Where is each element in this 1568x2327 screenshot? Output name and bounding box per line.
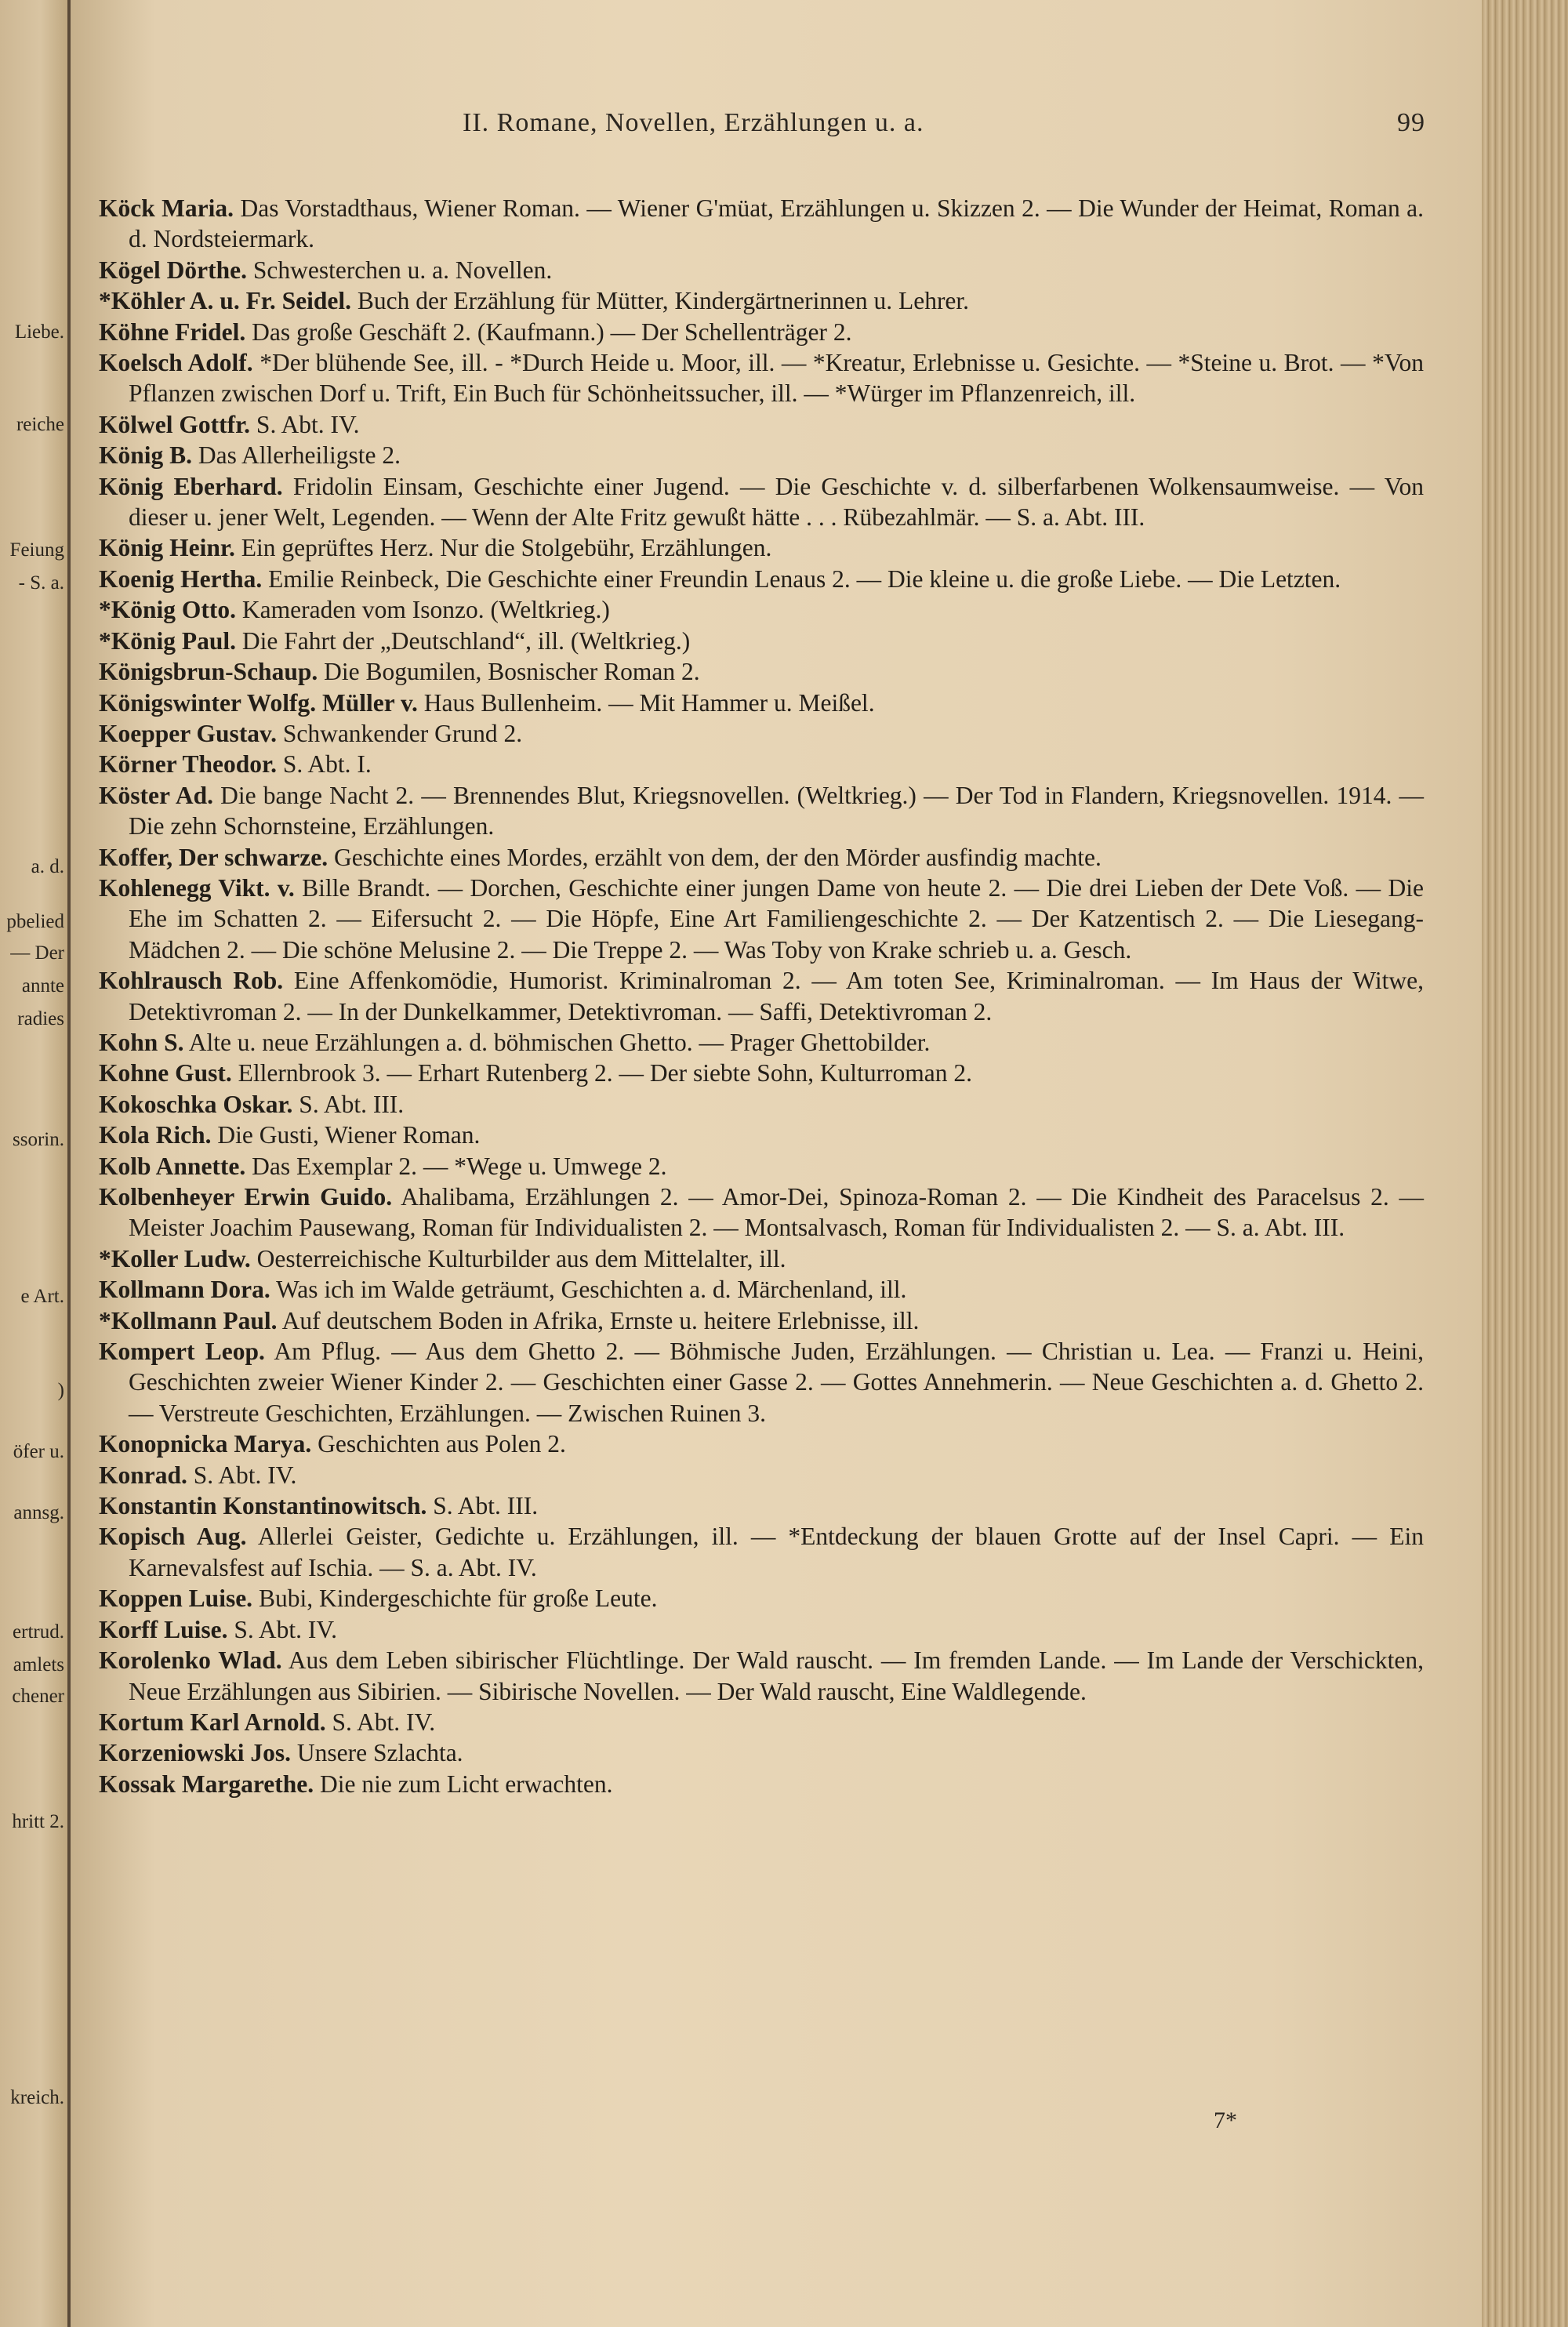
entry-works: Am Pflug. — Aus dem Ghetto 2. — Böhmische Juden, Erzählungen. — Christian u. Lea. — Franzi u. Heini, Geschichten zweier Wiener Kinder 2. — Geschichten einer Gasse 2. — Gottes Annehmerin. — Neue Geschichten a. d. Ghetto 2. — Verstreute Geschichten, Erzählungen. — Zwischen Ruinen 3. (129, 1338, 1424, 1427)
catalog-entry (99, 626, 1424, 656)
author-name: Kossak Margarethe. (99, 1770, 314, 1798)
catalog-entries (99, 193, 1424, 1799)
catalog-entry (99, 1490, 1424, 1521)
catalog-entry (99, 1182, 1424, 1243)
edge-fragment: - S. a. (18, 572, 64, 594)
edge-fragment: Liebe. (14, 321, 64, 343)
signature-mark: 7* (1214, 2107, 1237, 2133)
author-name: Kopisch Aug. (99, 1523, 247, 1551)
catalog-entry (99, 965, 1424, 1027)
catalog-entry (99, 656, 1424, 687)
page-number: 99 (1397, 108, 1425, 137)
entry-works: Auf deutschem Boden in Afrika, Ernste u. heitere Erlebnisse, ill. (277, 1306, 920, 1334)
entry-works: Bubi, Kindergeschichte für große Leute. (252, 1585, 658, 1613)
edge-fragment: a. d. (31, 856, 64, 877)
entry-works: Geschichte eines Mordes, erzählt von dem, der den Mörder ausfindig machte. (328, 843, 1102, 871)
entry-works: S. Abt. III. (292, 1090, 405, 1118)
author-name: *König Paul. (99, 626, 237, 655)
entry-works: Das große Geschäft 2. (Kaufmann.) — Der Schellenträger 2. (245, 318, 852, 346)
edge-fragment: ssorin. (13, 1129, 64, 1150)
catalog-entry (99, 1429, 1424, 1459)
entry-works: S. Abt. III. (426, 1492, 539, 1520)
entry-works: Unsere Szlachta. (291, 1739, 463, 1767)
edge-fragment: ) (57, 1380, 64, 1401)
entry-works: S. Abt. IV. (250, 410, 360, 438)
catalog-entry (99, 347, 1424, 409)
author-name: *Kollmann Paul. (99, 1306, 278, 1334)
author-name: König Eberhard. (99, 472, 283, 500)
catalog-entry (99, 1707, 1424, 1737)
catalog-entry (99, 842, 1424, 873)
entry-works: Ein geprüftes Herz. Nur die Stolgebühr, Erzählungen. (234, 534, 772, 562)
author-name: Kola Rich. (99, 1121, 212, 1149)
author-name: Koppen Luise. (99, 1585, 253, 1613)
author-name: Kolbenheyer Erwin Guido. (99, 1183, 393, 1211)
entry-works: Was ich im Walde geträumt, Geschichten a. d. Märchenland, ill. (270, 1276, 907, 1304)
author-name: Köhne Fridel. (99, 318, 246, 346)
author-name: *Köhler A. u. Fr. Seidel. (99, 287, 352, 315)
catalog-entry (99, 1058, 1424, 1088)
entry-works: Bille Brandt. — Dorchen, Geschichte einer jungen Dame von heute 2. — Die drei Lieben der Dete Voß. — Die Ehe im Schatten 2. — Eifersucht 2. — Die Höpfe, Eine Art Familiengeschichte 2. — Der Katzentisch 2. — Die Liesegang-Mädchen 2. — Die schöne Melusine 2. — Die Treppe 2. — Was Toby von Krake schrieb u. a. Gesch. (129, 873, 1424, 964)
edge-fragment: — Der (10, 942, 64, 964)
entry-works: Aus dem Leben sibirischer Flüchtlinge. Der Wald rauscht. — Im fremden Lande. — Im Lande der Verschickten, Neue Erzählungen aus Sibirien. — Sibirische Novellen. — Der Wald rauscht, Eine Waldlegende. (129, 1646, 1424, 1705)
author-name: *König Otto. (99, 596, 237, 624)
author-name: Konstantin Konstantinowitsch. (99, 1492, 427, 1520)
edge-fragment: kreich. (10, 2087, 64, 2108)
entry-works: Ahalibama, Erzählungen 2. — Amor-Dei, Spinoza-Roman 2. — Die Kindheit des Paracelsus 2. — Meister Joachim Pausewang, Roman für Individualisten 2. — Montsalvasch, Roman für Individualisten 2. — S. a. Abt. III. (129, 1183, 1425, 1242)
entry-works: Das Vorstadthaus, Wiener Roman. — Wiener G'müat, Erzählungen u. Skizzen 2. — Die Wunder der Heimat, Roman a. d. Nordsteiermark. (129, 194, 1424, 253)
author-name: Kolb Annette. (99, 1152, 246, 1180)
entry-works: Haus Bullenheim. — Mit Hammer u. Meißel. (417, 688, 875, 717)
entry-works: S. Abt. IV. (227, 1615, 337, 1643)
entry-works: Ellernbrook 3. — Erhart Rutenberg 2. — Der siebte Sohn, Kulturroman 2. (231, 1059, 973, 1087)
catalog-entry (99, 532, 1424, 563)
catalog-entry (99, 1614, 1424, 1645)
catalog-entry (99, 1120, 1424, 1150)
edge-fragment: hritt 2. (12, 1811, 64, 1832)
entry-works: Schwesterchen u. a. Novellen. (246, 256, 553, 284)
catalog-entry (99, 317, 1424, 347)
entry-works: Das Exemplar 2. — *Wege u. Umwege 2. (245, 1152, 667, 1180)
catalog-entry (99, 440, 1424, 470)
entry-works: S. Abt. I. (276, 750, 372, 779)
author-name: Körner Theodor. (99, 750, 277, 779)
author-name: Kohne Gust. (99, 1059, 232, 1087)
edge-fragment: amlets (13, 1654, 64, 1675)
catalog-entry (99, 1769, 1424, 1799)
catalog-entry (99, 780, 1424, 842)
entry-works: Emilie Reinbeck, Die Geschichte einer Freundin Lenaus 2. — Die kleine u. die große Liebe. — Die Letzten. (262, 565, 1341, 593)
entry-works: Allerlei Geister, Gedichte u. Erzählungen, ill. — *Entdeckung der blauen Grotte auf der Insel Capri. — Ein Karnevalsfest auf Ischia. — S. a. Abt. IV. (129, 1523, 1425, 1581)
author-name: Koffer, Der schwarze. (99, 843, 328, 871)
author-name: Koenig Hertha. (99, 565, 263, 593)
entry-works: Die nie zum Licht erwachten. (314, 1770, 613, 1798)
entry-works: Buch der Erzählung für Mütter, Kindergärtnerinnen u. Lehrer. (351, 287, 970, 315)
entry-works: Fridolin Einsam, Geschichte einer Jugend. — Die Geschichte v. d. silberfarbenen Wolkensaumweise. — Von dieser u. jener Welt, Legenden. — Wenn der Alte Fritz gewußt hätte . . . Rübezahlmär. — S. a. Abt. III. (129, 472, 1424, 532)
edge-fragment: öfer u. (13, 1441, 64, 1462)
header-title: II. Romane, Novellen, Erzählungen u. a. (463, 108, 924, 137)
catalog-entry (99, 1336, 1424, 1429)
catalog-entry (99, 718, 1424, 749)
catalog-entry (99, 1583, 1424, 1614)
author-name: König Heinr. (99, 534, 235, 562)
book-page (71, 0, 1482, 2327)
edge-fragment: reiche (16, 414, 64, 435)
author-name: Königsbrun-Schaup. (99, 658, 318, 686)
entry-works: *Der blühende See, ill. - *Durch Heide u. Moor, ill. — *Kreatur, Erlebnisse u. Gesichte. — *Steine u. Brot. — *Von Pflanzen zwischen Dorf u. Trift, Ein Buch für Schönheitssucher, ill. — *Würger im Pflanzenreich, ill. (129, 349, 1425, 408)
edge-fragment: radies (17, 1008, 64, 1029)
edge-fragment: annte (21, 975, 64, 997)
edge-fragment: Feiung (9, 539, 64, 561)
catalog-entry (99, 193, 1424, 255)
catalog-entry (99, 594, 1424, 625)
facing-page-edge (0, 0, 71, 2327)
edge-fragment: chener (12, 1686, 64, 1707)
entry-works: Schwankender Grund 2. (276, 719, 523, 747)
edge-fragment: e Art. (20, 1286, 64, 1307)
entry-works: S. Abt. IV. (187, 1461, 297, 1489)
entry-works: Die bange Nacht 2. — Brennendes Blut, Kriegsnovellen. (Weltkrieg.) — Der Tod in Flandern, Kriegsnovellen. 1914. — Die zehn Schornsteine, Erzählungen. (129, 781, 1424, 840)
author-name: Korzeniowski Jos. (99, 1739, 292, 1767)
catalog-entry (99, 1243, 1424, 1274)
entry-works: Alte u. neue Erzählungen a. d. böhmischen Ghetto. — Prager Ghettobilder. (183, 1028, 931, 1056)
author-name: Kohlenegg Vikt. v. (99, 873, 295, 902)
entry-works: Eine Affenkomödie, Humorist. Kriminalroman 2. — Am toten See, Kriminalroman. — Im Haus der Witwe, Detektivroman 2. — In der Dunkelkammer, Detektivroman. — Saffi, Detektivroman 2. (129, 967, 1424, 1026)
catalog-entry (99, 1274, 1424, 1305)
catalog-entry (99, 1151, 1424, 1182)
author-name: Kortum Karl Arnold. (99, 1708, 326, 1736)
catalog-entry (99, 255, 1424, 285)
entry-works: Geschichten aus Polen 2. (311, 1430, 566, 1458)
catalog-entry (99, 873, 1424, 965)
author-name: Kölwel Gottfr. (99, 410, 251, 438)
author-name: Kohn S. (99, 1028, 184, 1056)
author-name: Koelsch Adolf. (99, 349, 253, 377)
author-name: Kohlrausch Rob. (99, 967, 284, 995)
entry-works: Die Fahrt der „Deutschland“, ill. (Weltkrieg.) (236, 626, 691, 655)
catalog-entry (99, 471, 1424, 533)
entry-works: Die Gusti, Wiener Roman. (211, 1121, 481, 1149)
catalog-entry (99, 409, 1424, 440)
author-name: Korolenko Wlad. (99, 1646, 282, 1675)
entry-works: Die Bogumilen, Bosnischer Roman 2. (318, 658, 700, 686)
author-name: Kollmann Dora. (99, 1276, 270, 1304)
entry-works: S. Abt. IV. (325, 1708, 436, 1736)
author-name: Korff Luise. (99, 1615, 228, 1643)
catalog-entry (99, 688, 1424, 718)
catalog-entry (99, 1460, 1424, 1490)
catalog-entry (99, 1645, 1424, 1707)
author-name: König B. (99, 441, 193, 470)
entry-works: Oesterreichische Kulturbilder aus dem Mittelalter, ill. (250, 1244, 786, 1272)
entry-works: Das Allerheiligste 2. (192, 441, 401, 470)
catalog-entry (99, 749, 1424, 779)
catalog-entry (99, 1089, 1424, 1120)
author-name: Königswinter Wolfg. Müller v. (99, 688, 418, 717)
catalog-entry (99, 1521, 1424, 1583)
entry-works: Kameraden vom Isonzo. (Weltkrieg.) (236, 596, 610, 624)
catalog-entry (99, 1305, 1424, 1336)
edge-fragment: ertrud. (13, 1621, 64, 1643)
catalog-entry (99, 1737, 1424, 1768)
catalog-entry (99, 1027, 1424, 1058)
catalog-entry (99, 285, 1424, 316)
catalog-entry (99, 564, 1424, 594)
running-header (463, 108, 1425, 138)
author-name: Köck Maria. (99, 194, 234, 222)
author-name: Kompert Leop. (99, 1338, 265, 1366)
edge-fragment: annsg. (13, 1502, 64, 1523)
author-name: Kögel Dörthe. (99, 256, 247, 284)
book-page-stack-edge (1482, 0, 1568, 2327)
author-name: Köster Ad. (99, 781, 213, 809)
author-name: Kokoschka Oskar. (99, 1090, 293, 1118)
edge-fragment: pbelied (6, 911, 64, 932)
author-name: Konrad. (99, 1461, 187, 1489)
author-name: *Koller Ludw. (99, 1244, 251, 1272)
author-name: Konopnicka Marya. (99, 1430, 312, 1458)
author-name: Koepper Gustav. (99, 719, 277, 747)
